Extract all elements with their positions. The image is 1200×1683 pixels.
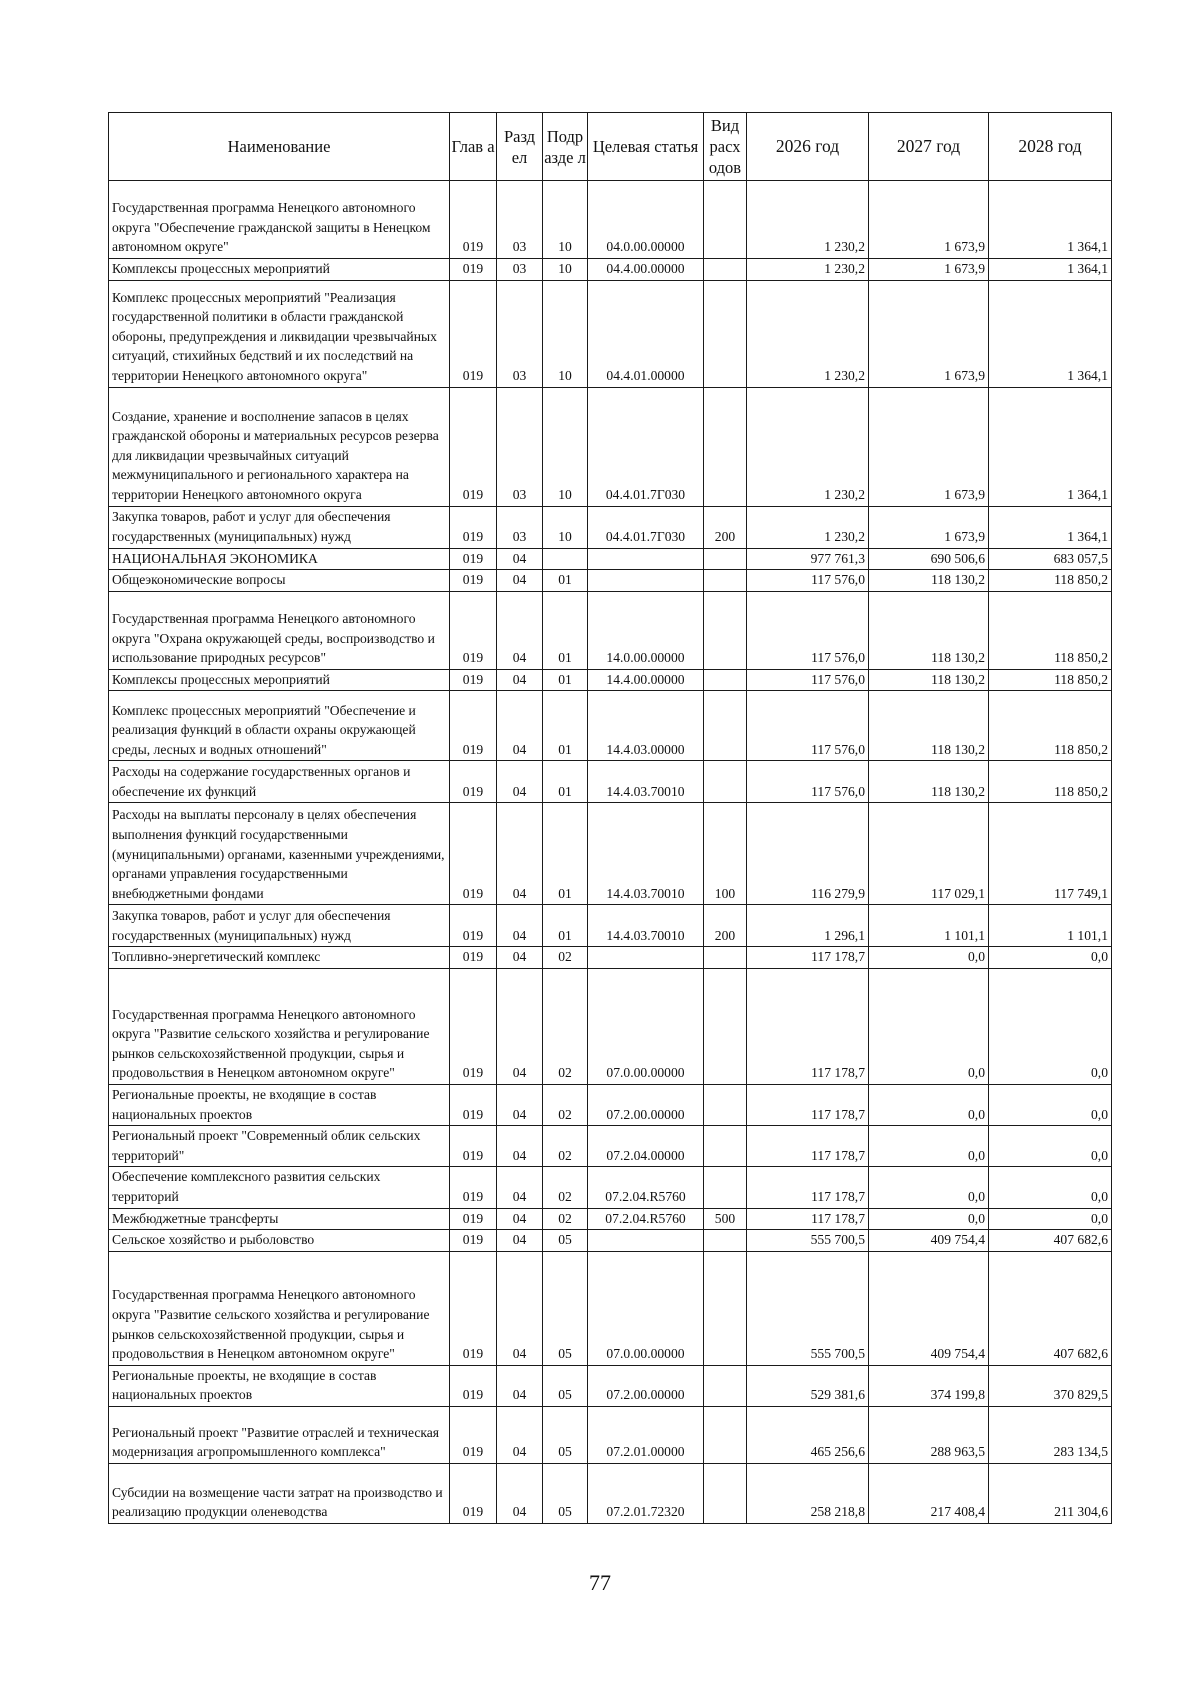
cell-2028: 283 134,5 — [989, 1406, 1112, 1463]
table-row — [109, 1365, 1112, 1406]
cell-podrazdel: 10 — [543, 280, 588, 387]
cell-target-article — [588, 1230, 704, 1252]
cell-2027: 118 130,2 — [869, 669, 989, 691]
table-row — [109, 181, 1112, 259]
cell-podrazdel: 05 — [543, 1365, 588, 1406]
cell-glava: 019 — [450, 1084, 497, 1125]
cell-2026: 1 230,2 — [747, 280, 869, 387]
table-row — [109, 259, 1112, 281]
cell-razdel: 04 — [497, 669, 543, 691]
cell-2026: 117 178,7 — [747, 968, 869, 1084]
cell-expense-type: 200 — [704, 905, 747, 947]
cell-name: Комплекс процессных мероприятий "Обеспечение и реализация функций в области охраны окружающей среды, лесных и водных отношений" — [109, 691, 450, 761]
cell-2026: 977 761,3 — [747, 548, 869, 570]
cell-target-article: 07.2.00.00000 — [588, 1365, 704, 1406]
cell-name: Межбюджетные трансферты — [109, 1208, 450, 1230]
cell-expense-type — [704, 181, 747, 259]
cell-glava: 019 — [450, 1463, 497, 1523]
header-podrazdel: Подр азде л — [543, 113, 588, 181]
cell-glava: 019 — [450, 669, 497, 691]
cell-2027: 117 029,1 — [869, 803, 989, 905]
cell-expense-type — [704, 591, 747, 669]
budget-table — [108, 112, 1112, 1524]
cell-expense-type — [704, 1084, 747, 1125]
cell-name: Обеспечение комплексного развития сельских территорий — [109, 1167, 450, 1208]
cell-target-article: 07.2.00.00000 — [588, 1084, 704, 1125]
cell-2027: 1 673,9 — [869, 387, 989, 506]
table-row — [109, 570, 1112, 592]
cell-podrazdel: 10 — [543, 387, 588, 506]
cell-2028: 1 364,1 — [989, 259, 1112, 281]
table-row — [109, 280, 1112, 387]
cell-name: Расходы на выплаты персоналу в целях обеспечения выполнения функций государственными (муниципальными) органами, казенными учреждениями, органами управления государственными внебюджетными фондами — [109, 803, 450, 905]
cell-2027: 288 963,5 — [869, 1406, 989, 1463]
cell-expense-type — [704, 1463, 747, 1523]
cell-2027: 0,0 — [869, 1208, 989, 1230]
cell-2026: 117 178,7 — [747, 1208, 869, 1230]
cell-2027: 118 130,2 — [869, 691, 989, 761]
table-row — [109, 968, 1112, 1084]
cell-expense-type — [704, 761, 747, 803]
page-number: 77 — [589, 1570, 611, 1595]
cell-2028: 118 850,2 — [989, 761, 1112, 803]
cell-name: Государственная программа Ненецкого автономного округа "Охрана окружающей среды, воспроизводство и использование природных ресурсов" — [109, 591, 450, 669]
cell-2027: 1 673,9 — [869, 181, 989, 259]
cell-name: Субсидии на возмещение части затрат на производство и реализацию продукции оленеводства — [109, 1463, 450, 1523]
cell-expense-type — [704, 691, 747, 761]
cell-target-article — [588, 548, 704, 570]
cell-glava: 019 — [450, 591, 497, 669]
cell-2026: 529 381,6 — [747, 1365, 869, 1406]
header-target-article: Целевая статья — [588, 113, 704, 181]
table-row — [109, 387, 1112, 506]
cell-2027: 118 130,2 — [869, 761, 989, 803]
cell-2028: 407 682,6 — [989, 1230, 1112, 1252]
cell-target-article: 14.4.03.70010 — [588, 761, 704, 803]
cell-glava: 019 — [450, 947, 497, 969]
cell-2026: 1 230,2 — [747, 387, 869, 506]
cell-podrazdel: 02 — [543, 947, 588, 969]
cell-expense-type — [704, 570, 747, 592]
cell-2027: 0,0 — [869, 947, 989, 969]
cell-name: Региональный проект "Современный облик сельских территорий" — [109, 1126, 450, 1167]
cell-podrazdel: 01 — [543, 570, 588, 592]
cell-razdel: 04 — [497, 591, 543, 669]
cell-name: Сельское хозяйство и рыболовство — [109, 1230, 450, 1252]
cell-expense-type: 500 — [704, 1208, 747, 1230]
cell-razdel: 03 — [497, 181, 543, 259]
cell-glava: 019 — [450, 548, 497, 570]
cell-name: Комплекс процессных мероприятий "Реализация государственной политики в области гражданской обороны, предупреждения и ликвидации чрезвычайных ситуаций, стихийных бедствий и их последствий на территории Ненецкого автономного округа" — [109, 280, 450, 387]
cell-2027: 409 754,4 — [869, 1230, 989, 1252]
cell-name: Региональные проекты, не входящие в состав национальных проектов — [109, 1365, 450, 1406]
cell-name: Региональные проекты, не входящие в состав национальных проектов — [109, 1084, 450, 1125]
cell-razdel: 04 — [497, 761, 543, 803]
cell-podrazdel: 01 — [543, 591, 588, 669]
cell-razdel: 04 — [497, 1365, 543, 1406]
cell-2027: 0,0 — [869, 1126, 989, 1167]
table-row — [109, 1251, 1112, 1365]
cell-2028: 1 364,1 — [989, 387, 1112, 506]
cell-podrazdel: 02 — [543, 1167, 588, 1208]
cell-2027: 1 101,1 — [869, 905, 989, 947]
cell-expense-type: 200 — [704, 506, 747, 548]
cell-glava: 019 — [450, 1251, 497, 1365]
table-row — [109, 1208, 1112, 1230]
cell-podrazdel: 01 — [543, 761, 588, 803]
cell-2026: 1 230,2 — [747, 181, 869, 259]
cell-2028: 118 850,2 — [989, 591, 1112, 669]
cell-2026: 1 296,1 — [747, 905, 869, 947]
cell-2027: 118 130,2 — [869, 570, 989, 592]
cell-name: Общеэкономические вопросы — [109, 570, 450, 592]
cell-name: Расходы на содержание государственных органов и обеспечение их функций — [109, 761, 450, 803]
table-row — [109, 761, 1112, 803]
cell-name: Государственная программа Ненецкого автономного округа "Обеспечение гражданской защиты в Ненецком автономном округе" — [109, 181, 450, 259]
header-2026: 2026 год — [747, 113, 869, 181]
cell-2028: 407 682,6 — [989, 1251, 1112, 1365]
cell-razdel: 03 — [497, 280, 543, 387]
cell-2028: 1 364,1 — [989, 506, 1112, 548]
cell-podrazdel: 10 — [543, 181, 588, 259]
cell-2028: 211 304,6 — [989, 1463, 1112, 1523]
cell-expense-type — [704, 1126, 747, 1167]
header-name: Наименование — [109, 113, 450, 181]
cell-target-article: 07.2.04.00000 — [588, 1126, 704, 1167]
table-row — [109, 1126, 1112, 1167]
cell-podrazdel — [543, 548, 588, 570]
table-row — [109, 905, 1112, 947]
header-2027: 2027 год — [869, 113, 989, 181]
cell-expense-type — [704, 947, 747, 969]
cell-2026: 117 576,0 — [747, 691, 869, 761]
cell-podrazdel: 02 — [543, 1126, 588, 1167]
cell-expense-type — [704, 968, 747, 1084]
cell-2028: 0,0 — [989, 1167, 1112, 1208]
cell-2028: 118 850,2 — [989, 691, 1112, 761]
cell-target-article: 07.2.01.72320 — [588, 1463, 704, 1523]
cell-expense-type — [704, 1251, 747, 1365]
cell-razdel: 04 — [497, 691, 543, 761]
cell-razdel: 03 — [497, 387, 543, 506]
cell-podrazdel: 05 — [543, 1406, 588, 1463]
cell-2027: 1 673,9 — [869, 506, 989, 548]
cell-2028: 370 829,5 — [989, 1365, 1112, 1406]
cell-2028: 1 364,1 — [989, 280, 1112, 387]
cell-target-article: 04.4.01.7Г030 — [588, 387, 704, 506]
cell-target-article: 07.0.00.00000 — [588, 968, 704, 1084]
cell-razdel: 04 — [497, 1251, 543, 1365]
cell-expense-type: 100 — [704, 803, 747, 905]
cell-2026: 117 178,7 — [747, 1167, 869, 1208]
cell-podrazdel: 01 — [543, 669, 588, 691]
cell-razdel: 03 — [497, 259, 543, 281]
cell-podrazdel: 10 — [543, 259, 588, 281]
header-razdel: Разд ел — [497, 113, 543, 181]
cell-razdel: 04 — [497, 905, 543, 947]
cell-2026: 117 576,0 — [747, 669, 869, 691]
table-row — [109, 803, 1112, 905]
cell-2027: 217 408,4 — [869, 1463, 989, 1523]
cell-glava: 019 — [450, 1230, 497, 1252]
cell-target-article: 14.0.00.00000 — [588, 591, 704, 669]
cell-podrazdel: 02 — [543, 1084, 588, 1125]
table-row — [109, 1406, 1112, 1463]
cell-2026: 117 178,7 — [747, 1084, 869, 1125]
cell-glava: 019 — [450, 387, 497, 506]
cell-2027: 0,0 — [869, 968, 989, 1084]
cell-2028: 118 850,2 — [989, 570, 1112, 592]
cell-name: НАЦИОНАЛЬНАЯ ЭКОНОМИКА — [109, 548, 450, 570]
cell-2027: 118 130,2 — [869, 591, 989, 669]
cell-name: Комплексы процессных мероприятий — [109, 669, 450, 691]
cell-glava: 019 — [450, 280, 497, 387]
cell-expense-type — [704, 387, 747, 506]
cell-2026: 1 230,2 — [747, 506, 869, 548]
cell-razdel: 04 — [497, 548, 543, 570]
cell-glava: 019 — [450, 1365, 497, 1406]
cell-2026: 117 576,0 — [747, 591, 869, 669]
cell-razdel: 04 — [497, 570, 543, 592]
cell-2026: 117 576,0 — [747, 761, 869, 803]
cell-razdel: 04 — [497, 1230, 543, 1252]
cell-razdel: 04 — [497, 1208, 543, 1230]
cell-expense-type — [704, 669, 747, 691]
cell-podrazdel: 05 — [543, 1230, 588, 1252]
cell-glava: 019 — [450, 761, 497, 803]
cell-razdel: 04 — [497, 968, 543, 1084]
cell-target-article: 04.0.00.00000 — [588, 181, 704, 259]
table-row — [109, 1230, 1112, 1252]
cell-razdel: 04 — [497, 1406, 543, 1463]
cell-2026: 117 178,7 — [747, 1126, 869, 1167]
cell-2027: 690 506,6 — [869, 548, 989, 570]
cell-expense-type — [704, 1230, 747, 1252]
cell-2026: 555 700,5 — [747, 1230, 869, 1252]
cell-2026: 117 178,7 — [747, 947, 869, 969]
cell-2028: 0,0 — [989, 1126, 1112, 1167]
cell-2027: 1 673,9 — [869, 259, 989, 281]
cell-2028: 0,0 — [989, 1084, 1112, 1125]
cell-glava: 019 — [450, 506, 497, 548]
cell-target-article — [588, 947, 704, 969]
cell-target-article: 14.4.03.70010 — [588, 905, 704, 947]
cell-2028: 118 850,2 — [989, 669, 1112, 691]
cell-name: Комплексы процессных мероприятий — [109, 259, 450, 281]
cell-2027: 0,0 — [869, 1167, 989, 1208]
cell-name: Закупка товаров, работ и услуг для обеспечения государственных (муниципальных) нужд — [109, 506, 450, 548]
cell-name: Региональный проект "Развитие отраслей и техническая модернизация агропромышленного комплекса" — [109, 1406, 450, 1463]
cell-glava: 019 — [450, 691, 497, 761]
cell-glava: 019 — [450, 1208, 497, 1230]
cell-2027: 0,0 — [869, 1084, 989, 1125]
cell-2028: 683 057,5 — [989, 548, 1112, 570]
cell-2028: 0,0 — [989, 947, 1112, 969]
cell-glava: 019 — [450, 1167, 497, 1208]
cell-glava: 019 — [450, 1126, 497, 1167]
cell-target-article: 14.4.03.00000 — [588, 691, 704, 761]
cell-target-article: 04.4.01.7Г030 — [588, 506, 704, 548]
cell-razdel: 04 — [497, 1126, 543, 1167]
cell-podrazdel: 02 — [543, 968, 588, 1084]
cell-2027: 409 754,4 — [869, 1251, 989, 1365]
cell-2026: 1 230,2 — [747, 259, 869, 281]
table-body — [109, 181, 1112, 1524]
cell-expense-type — [704, 1365, 747, 1406]
cell-target-article: 07.2.04.R5760 — [588, 1167, 704, 1208]
table-row — [109, 1167, 1112, 1208]
cell-expense-type — [704, 1167, 747, 1208]
cell-2028: 0,0 — [989, 1208, 1112, 1230]
cell-target-article — [588, 570, 704, 592]
cell-2026: 555 700,5 — [747, 1251, 869, 1365]
cell-glava: 019 — [450, 1406, 497, 1463]
cell-razdel: 04 — [497, 947, 543, 969]
cell-name: Государственная программа Ненецкого автономного округа "Развитие сельского хозяйства и регулирование рынков сельскохозяйственной продукции, сырья и продовольствия в Ненецком автономном округе" — [109, 968, 450, 1084]
cell-2027: 374 199,8 — [869, 1365, 989, 1406]
cell-expense-type — [704, 1406, 747, 1463]
table-row — [109, 947, 1112, 969]
cell-target-article: 07.2.01.00000 — [588, 1406, 704, 1463]
table-row — [109, 548, 1112, 570]
cell-name: Закупка товаров, работ и услуг для обеспечения государственных (муниципальных) нужд — [109, 905, 450, 947]
header-glava: Глав а — [450, 113, 497, 181]
cell-podrazdel: 05 — [543, 1463, 588, 1523]
cell-2026: 116 279,9 — [747, 803, 869, 905]
cell-podrazdel: 10 — [543, 506, 588, 548]
cell-name: Государственная программа Ненецкого автономного округа "Развитие сельского хозяйства и регулирование рынков сельскохозяйственной продукции, сырья и продовольствия в Ненецком автономном округе" — [109, 1251, 450, 1365]
cell-name: Топливно-энергетический комплекс — [109, 947, 450, 969]
cell-2028: 1 101,1 — [989, 905, 1112, 947]
cell-target-article: 07.0.00.00000 — [588, 1251, 704, 1365]
cell-razdel: 04 — [497, 1167, 543, 1208]
cell-2028: 1 364,1 — [989, 181, 1112, 259]
cell-expense-type — [704, 259, 747, 281]
cell-2028: 117 749,1 — [989, 803, 1112, 905]
cell-podrazdel: 05 — [543, 1251, 588, 1365]
cell-name: Создание, хранение и восполнение запасов в целях гражданской обороны и материальных ресурсов резерва для ликвидации чрезвычайных ситуаций межмуниципального и регионального характера на территории Ненецкого автономного округа — [109, 387, 450, 506]
cell-podrazdel: 01 — [543, 803, 588, 905]
cell-expense-type — [704, 548, 747, 570]
cell-podrazdel: 01 — [543, 905, 588, 947]
cell-2027: 1 673,9 — [869, 280, 989, 387]
cell-target-article: 04.4.00.00000 — [588, 259, 704, 281]
cell-2026: 465 256,6 — [747, 1406, 869, 1463]
cell-target-article: 14.4.03.70010 — [588, 803, 704, 905]
cell-glava: 019 — [450, 803, 497, 905]
table-row — [109, 669, 1112, 691]
table-row — [109, 506, 1112, 548]
table-row — [109, 591, 1112, 669]
cell-target-article: 07.2.04.R5760 — [588, 1208, 704, 1230]
cell-glava: 019 — [450, 570, 497, 592]
cell-glava: 019 — [450, 181, 497, 259]
header-2028: 2028 год — [989, 113, 1112, 181]
table-row — [109, 691, 1112, 761]
table-row — [109, 1084, 1112, 1125]
cell-razdel: 03 — [497, 506, 543, 548]
cell-target-article: 14.4.00.00000 — [588, 669, 704, 691]
cell-glava: 019 — [450, 905, 497, 947]
cell-podrazdel: 02 — [543, 1208, 588, 1230]
cell-2026: 117 576,0 — [747, 570, 869, 592]
cell-glava: 019 — [450, 259, 497, 281]
cell-razdel: 04 — [497, 1084, 543, 1125]
cell-2028: 0,0 — [989, 968, 1112, 1084]
header-expense-type: Вид расх одов — [704, 113, 747, 181]
cell-target-article: 04.4.01.00000 — [588, 280, 704, 387]
cell-podrazdel: 01 — [543, 691, 588, 761]
cell-2026: 258 218,8 — [747, 1463, 869, 1523]
table-row — [109, 1463, 1112, 1523]
header-row — [109, 113, 1112, 181]
cell-expense-type — [704, 280, 747, 387]
cell-glava: 019 — [450, 968, 497, 1084]
cell-razdel: 04 — [497, 1463, 543, 1523]
cell-razdel: 04 — [497, 803, 543, 905]
